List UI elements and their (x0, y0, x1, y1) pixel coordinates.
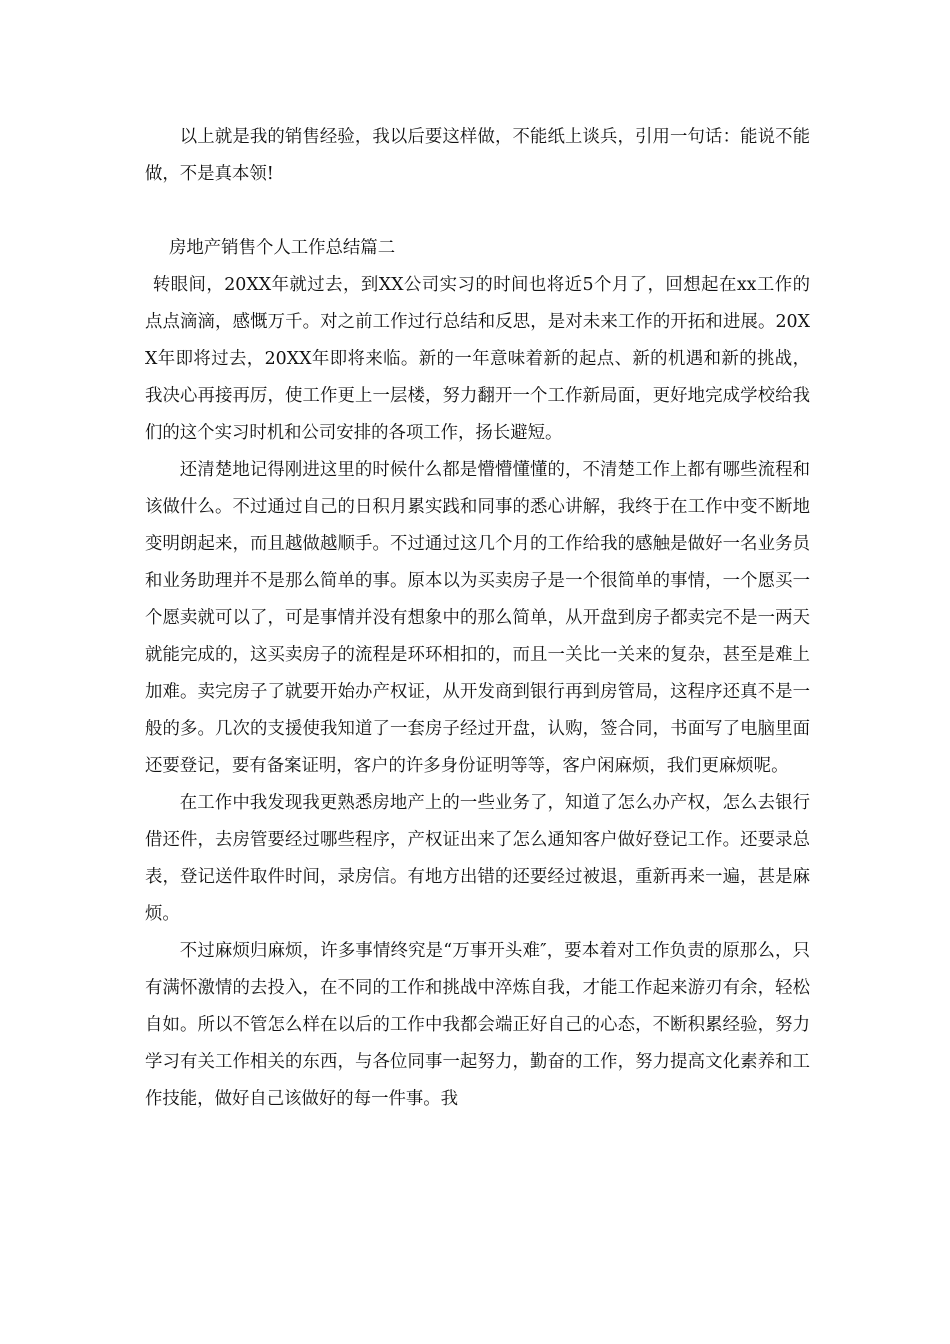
paragraph-1: 转眼间，20XX年就过去，到XX公司实习的时间也将近5个月了，回想起在xx工作的点点滴滴，感慨万千。对之前工作过行总结和反思，是对未来工作的开拓和进展。20XX年即将过去，20XX年即将来临。新的一年意味着新的起点、新的机遇和新的挑战，我决心再接再厉，使工作更上一层楼，努力翻开一个工作新局面，更好地完成学校给我们的这个实习时机和公司安排的各项工作，扬长避短。 (145, 275, 810, 443)
paragraph-4: 不过麻烦归麻烦，许多事情终究是“万事开头难″，要本着对工作负责的原那么，只有满怀激情的去投入，在不同的工作和挑战中淬炼自我，才能工作起来游刃有余，轻松自如。所以不管怎么样在以后的工作中我都会端正好自己的心态，不断积累经验，努力学习有关工作相关的东西，与各位同事一起努力，勤奋的工作，努力提高文化素养和工作技能，做好自己该做好的每一件事。我 (145, 941, 810, 1109)
paragraph-3: 在工作中我发现我更熟悉房地产上的一些业务了，知道了怎么办产权，怎么去银行借还件，去房管要经过哪些程序，产权证出来了怎么通知客户做好登记工作。还要录总表，登记送件取件时间，录房信。有地方出错的还要经过被退，重新再来一遍，甚是麻烦。 (145, 793, 810, 924)
paragraph-2: 还清楚地记得刚进这里的时候什么都是懵懵懂懂的，不清楚工作上都有哪些流程和该做什么。不过通过自己的日积月累实践和同事的悉心讲解，我终于在工作中变不断地变明朗起来，而且越做越顺手。不过通过这几个月的工作给我的感触是做好一名业务员和业务助理并不是那么简单的事。原本以为买卖房子是一个很简单的事情，一个愿买一个愿卖就可以了，可是事情并没有想象中的那么简单，从开盘到房子都卖完不是一两天就能完成的，这买卖房子的流程是环环相扣的，而且一关比一关来的复杂，甚至是难上加难。卖完房子了就要开始办产权证，从开发商到银行再到房管局，这程序还真不是一般的多。几次的支援使我知道了一套房子经过开盘，认购，签合同，书面写了电脑里面还要登记，要有备案证明，客户的许多身份证明等等，客户闲麻烦，我们更麻烦呢。 (145, 460, 810, 776)
section-title: 房地产销售个人工作总结篇二 (169, 238, 396, 258)
paragraph-intro: 以上就是我的销售经验，我以后要这样做，不能纸上谈兵，引用一句话：能说不能做，不是真本领! (145, 127, 810, 184)
document-body (145, 119, 810, 1118)
paragraph-spacer (145, 193, 810, 230)
